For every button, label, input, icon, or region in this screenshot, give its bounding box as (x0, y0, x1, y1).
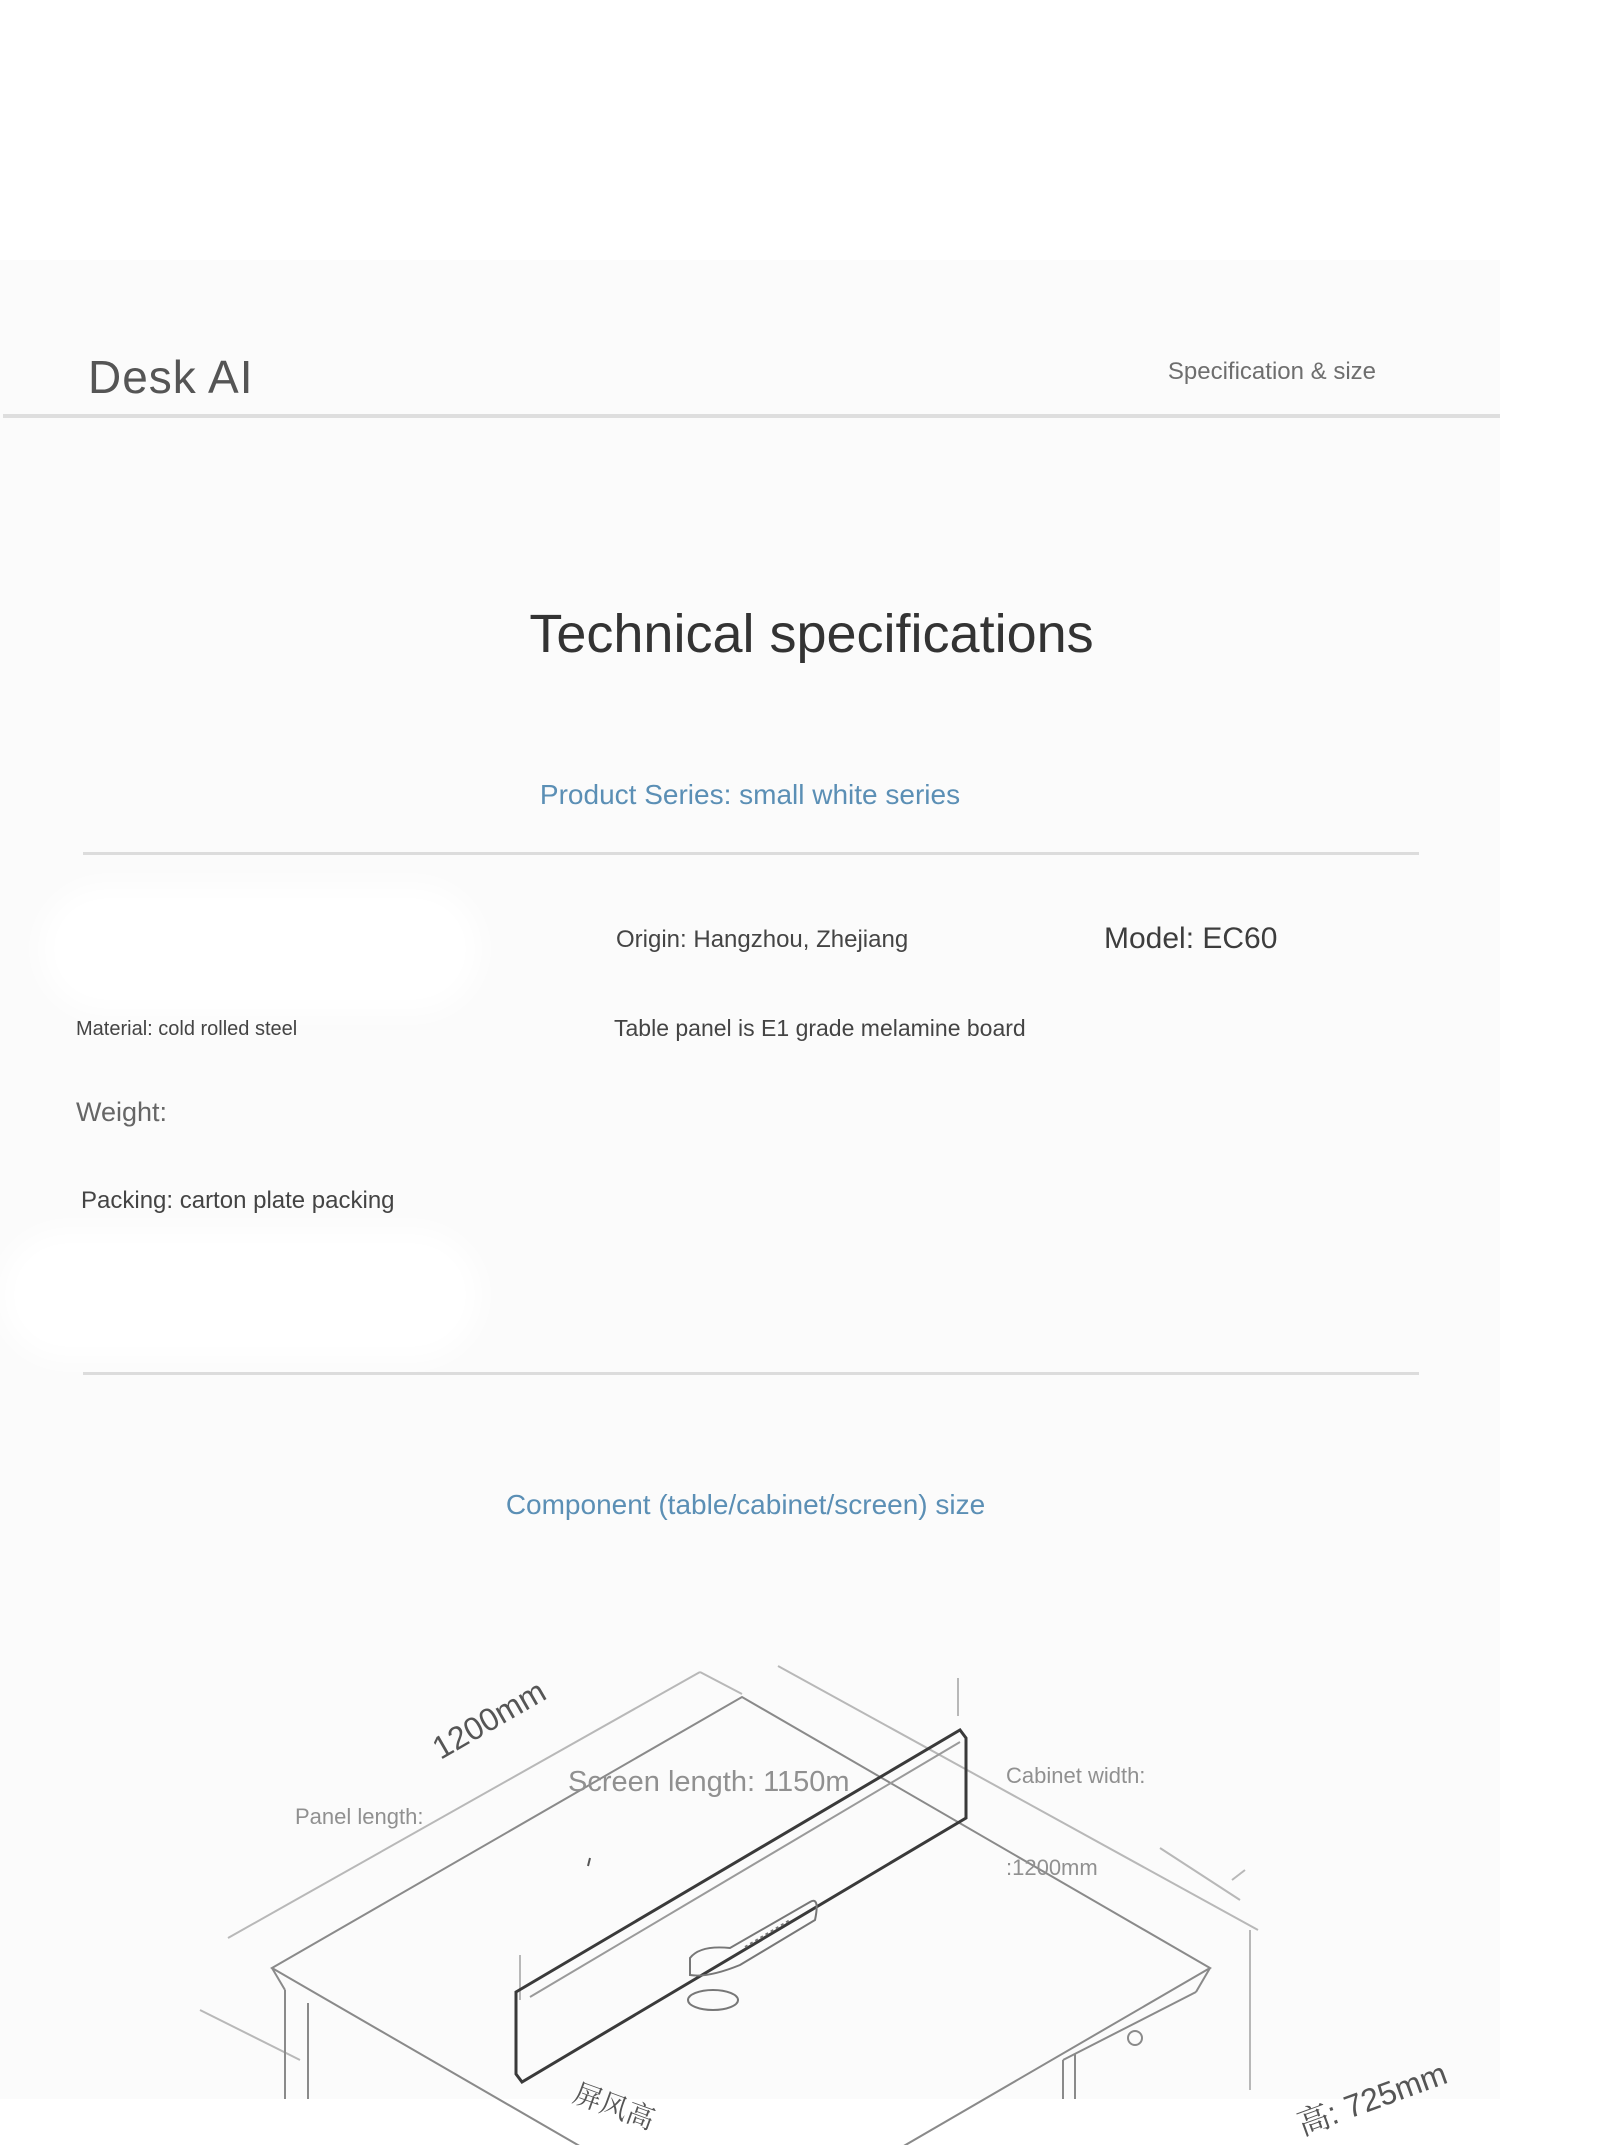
header-divider (3, 414, 1500, 418)
spec-weight: Weight: (76, 1097, 168, 1127)
lock-icon (1128, 2031, 1142, 2045)
dimension-line (1160, 1848, 1240, 1900)
bracket-slot (745, 1920, 790, 1947)
cabinet-width-label: Cabinet width: (1006, 1763, 1146, 1788)
bracket-foot (688, 1990, 738, 2010)
desk-drawing (0, 1640, 1500, 2099)
spec-divider-bottom (83, 1372, 1419, 1375)
screen-bracket (690, 1901, 817, 1976)
decorative-blob (60, 905, 460, 993)
screen-length-label: Screen length: 1150m (568, 1766, 850, 1798)
brand-logo: Desk AI (88, 351, 254, 403)
spec-origin: Origin: Hangzhou, Zhejiang (616, 926, 909, 953)
spec-model: Model: EC60 (1104, 922, 1278, 955)
page-title: Technical specifications (529, 604, 1094, 664)
cabinet-width-value: :1200mm (1006, 1855, 1098, 1880)
spec-material: Material: cold rolled steel (76, 1018, 298, 1040)
spec-divider-top (83, 852, 1419, 855)
dimension-line (1232, 1870, 1245, 1880)
product-series: Product Series: small white series (539, 779, 961, 810)
section-label: Specification & size (1167, 358, 1376, 385)
spec-panel: Table panel is E1 grade melamine board (614, 1015, 1026, 1041)
height-dimension: 高: 725mm (1292, 2055, 1452, 2143)
cabinet-edge (1063, 1992, 1196, 2060)
decorative-blob (20, 1250, 460, 1340)
length-dimension: 1200mm (426, 1672, 552, 1767)
components-heading: Component (table/cabinet/screen) size (505, 1489, 986, 1520)
dimension-line (700, 1672, 742, 1694)
screen-height-text: 屏风高 (569, 2077, 659, 2136)
panel-length-label: Panel length: (295, 1804, 424, 1829)
dimension-line (778, 1666, 1258, 1930)
spec-packing: Packing: carton plate packing (81, 1187, 395, 1214)
pointer-mark (588, 1858, 590, 1866)
